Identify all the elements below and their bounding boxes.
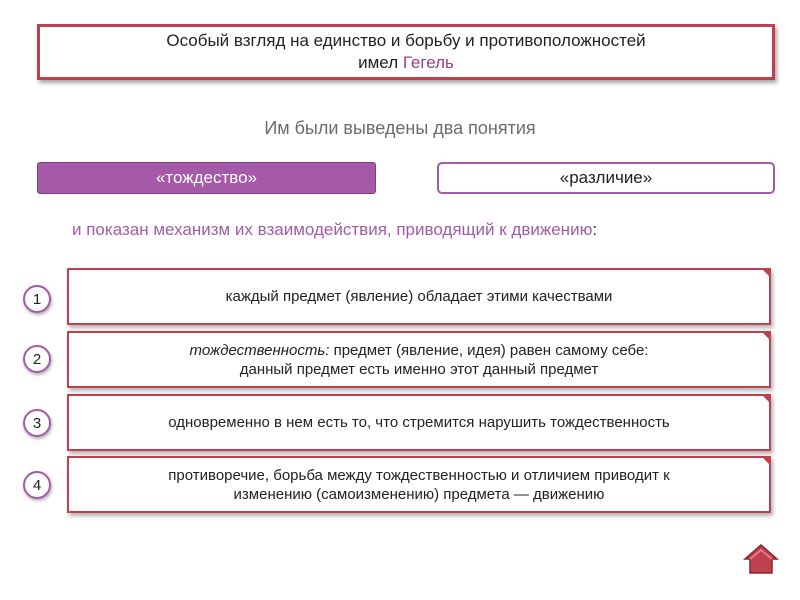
step-4-line-1: противоречие, борьба между тождественностью и отличием приводит к bbox=[168, 466, 670, 484]
step-4-line-2: изменению (самоизменению) предмета — движению bbox=[233, 485, 605, 503]
title-line-1: Особый взгляд на единство и борьбу и противоположностей bbox=[166, 31, 646, 50]
concept-identity: «тождество» bbox=[37, 162, 376, 194]
step-2-line-1 bbox=[190, 341, 649, 360]
step-box-4 bbox=[67, 456, 771, 513]
step-2-definition: предмет (явление, идея) равен самому себе: bbox=[329, 341, 649, 359]
step-3-text: одновременно в нем есть то, что стремится нарушить тождественность bbox=[168, 414, 670, 431]
concept-difference: «различие» bbox=[437, 162, 775, 194]
home-button[interactable] bbox=[742, 542, 780, 576]
title-name: Гегель bbox=[402, 53, 454, 72]
step-number-3: 3 bbox=[23, 409, 51, 437]
title-box bbox=[37, 24, 775, 80]
mechanism-body: и показан механизм их взаимодействия, приводящий к движению bbox=[72, 220, 593, 239]
step-2-line-2: данный предмет есть именно этот данный предмет bbox=[239, 360, 599, 378]
step-box-2 bbox=[67, 331, 771, 388]
title-prefix: имел bbox=[358, 53, 403, 72]
step-2-term: тождественность: bbox=[189, 341, 330, 359]
mechanism-text bbox=[72, 220, 597, 240]
mechanism-colon: : bbox=[592, 220, 598, 239]
step-number-4: 4 bbox=[23, 471, 51, 499]
subtitle: Им были выведены два понятия bbox=[264, 118, 536, 138]
step-box-1 bbox=[67, 268, 771, 325]
step-number-2: 2 bbox=[23, 345, 51, 373]
step-box-3 bbox=[67, 394, 771, 451]
step-number-1: 1 bbox=[23, 285, 51, 313]
step-1-text: каждый предмет (явление) обладает этими качествами bbox=[225, 288, 613, 305]
home-icon bbox=[742, 542, 780, 576]
title-line-2 bbox=[358, 52, 454, 74]
